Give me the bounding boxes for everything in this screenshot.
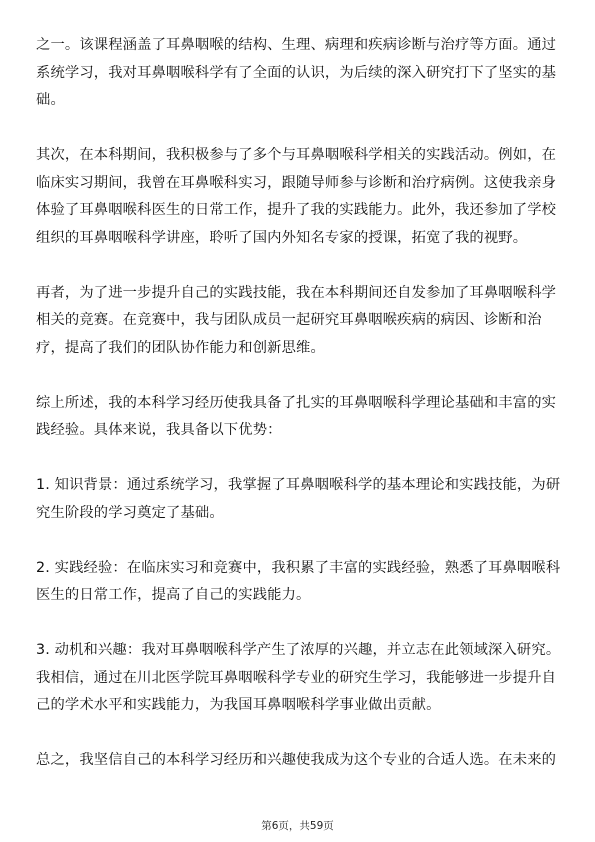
paragraph-gap <box>36 720 556 748</box>
page-number-footer: 第6页，共59页 <box>261 820 334 832</box>
text-line: 我相信，通过在川北医学院耳鼻咽喉科学专业的研究生学习，我能够进一步提升自 <box>36 669 557 686</box>
paragraph-4 <box>36 390 556 445</box>
text-line: 再者，为了进一步提升自己的实践技能，我在本科期间还自发参加了耳鼻咽喉科学 <box>36 284 557 301</box>
text-line: 医生的日常工作，提高了自己的实践能力。 <box>36 587 311 603</box>
text-line: 践经验。具体来说，我具备以下优势： <box>36 422 282 438</box>
paragraph-2 <box>36 142 556 252</box>
list-item-experience <box>36 555 561 610</box>
paragraph-3 <box>36 280 556 363</box>
paragraph-gap <box>36 610 556 638</box>
text-line: 体验了耳鼻咽喉科医生的日常工作，提升了我的实践能力。此外，我还参加了学校 <box>36 202 557 218</box>
list-item-motivation <box>36 637 561 720</box>
text-line: 组织的耳鼻咽喉科学讲座，聆听了国内外知名专家的授课，拓宽了我的视野。 <box>36 229 528 246</box>
text-line: 总之，我坚信自己的本科学习经历和兴趣使我成为这个专业的合适人选。在未来的 <box>36 752 557 768</box>
text-line: 临床实习期间，我曾在耳鼻喉科实习，跟随导师参与诊断和治疗病例。这使我亲身 <box>36 174 557 191</box>
paragraph-conclusion <box>36 747 556 775</box>
text-line: 综上所述，我的本科学习经历使我具备了扎实的耳鼻咽喉科学理论基础和丰富的实 <box>36 394 557 411</box>
text-line: 究生阶段的学习奠定了基础。 <box>36 504 224 521</box>
text-line: 础。 <box>36 92 65 108</box>
paragraph-gap <box>36 362 556 390</box>
paragraph-gap <box>36 115 556 143</box>
paragraph-gap <box>36 252 556 280</box>
text-line: 相关的竞赛。在竞赛中，我与团队成员一起研究耳鼻咽喉疾病的病因、诊断和治 <box>36 312 542 328</box>
text-line: 系统学习，我对耳鼻咽喉科学有了全面的认识，为后续的深入研究打下了坚实的基 <box>36 64 557 81</box>
paragraph-gap <box>36 527 556 555</box>
text-line: 1. 知识背景：通过系统学习，我掌握了耳鼻咽喉科学的基本理论和实践技能，为研 <box>36 477 561 493</box>
text-line: 之一。该课程涵盖了耳鼻咽喉的结构、生理、病理和疾病诊断与治疗等方面。通过 <box>36 37 557 53</box>
paragraph-gap <box>36 445 556 473</box>
list-item-knowledge <box>36 472 561 527</box>
text-line: 3. 动机和兴趣：我对耳鼻咽喉科学产生了浓厚的兴趣，并立志在此领域深入研究。 <box>36 642 561 658</box>
text-line: 疗，提高了我们的团队协作能力和创新思维。 <box>36 339 325 356</box>
text-line: 己的学术水平和实践能力，为我国耳鼻咽喉科学事业做出贡献。 <box>36 697 441 713</box>
paragraph-1 <box>36 32 556 115</box>
text-line: 2. 实践经验：在临床实习和竞赛中，我积累了丰富的实践经验，熟悉了耳鼻咽喉科 <box>36 559 561 576</box>
text-line: 其次，在本科期间，我积极参与了多个与耳鼻咽喉科学相关的实践活动。例如，在 <box>36 147 557 163</box>
document-body <box>36 32 561 775</box>
